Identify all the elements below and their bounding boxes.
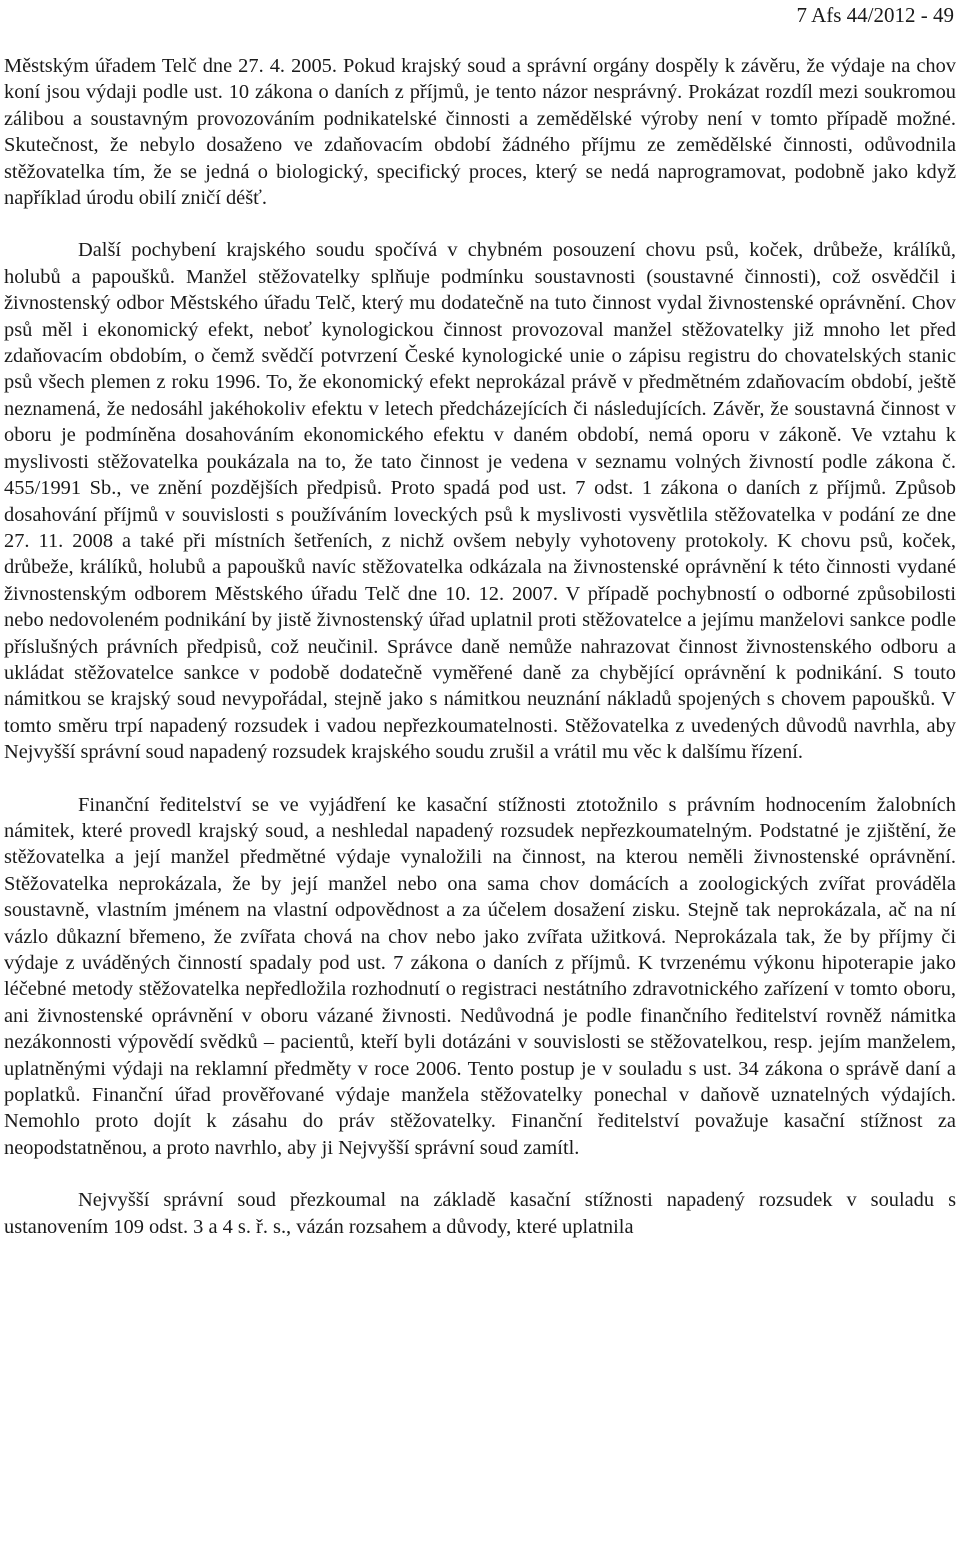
paragraph-gap: [4, 211, 956, 237]
paragraph-2: Další pochybení krajského soudu spočívá v chybném posouzení chovu psů, koček, drůbeže, králíků, holubů a papoušků. Manžel stěžovatelky splňuje podmínku soustavnosti (soustavné činnosti), což osvědčil i živnostenský odbor Městského úřadu Telč, který mu dodatečně na tuto činnost vydal živnostenské oprávnění. Chov psů měl i ekonomický efekt, neboť kynologickou činnost provozoval manžel stěžovatelky již mnoho let před zdaňovacím obdobím, o čemž svědčí potvrzení České kynologické unie o zápisu registru do chovatelských stanic psů všech plemen z roku 1996. To, že ekonomický efekt neprokázal právě v předmětném zdaňovacím období, ještě neznamená, že nedosáhl jakéhokoliv efektu v letech předcházejících či následujících. Závěr, že soustavná činnost v oboru je podmíněna dosahováním ekonomického efektu v daném období, nemá oporu v zákoně. Ve vztahu k myslivosti stěžovatelka poukázala na to, že tato činnost je vedena v seznamu volných živností podle zákona č. 455/1991 Sb., ve znění pozdějších předpisů. Proto spadá pod ust. 7 odst. 1 zákona o daních z příjmů. Způsob dosahování příjmů v souvislosti s používáním loveckých psů k myslivosti vysvětlila stěžovatelka v podání ze dne 27. 11. 2008 a také při místních šetřeních, z nichž ovšem nebyly vyhotoveny protokoly. K chovu psů, koček, drůbeže, králíků, holubů a papoušků navíc stěžovatelka odkázala na živnostenské oprávnění k této činnosti vydané živnostenským odborem Městského úřadu Telč dne 10. 12. 2007. V případě pochybností o odborné způsobilosti nebo nedovoleném podnikání by jistě živnostenský úřad uplatnil proti stěžovatelce a jejímu manželovi sankce podle příslušných právních předpisů, což neučinil. Správce daně nemůže nahrazovat činnost živnostenského odboru a ukládat stěžovatelce sankce v podobě dodatečně vyměřené daně za chybějící oprávnění k podnikání. S touto námitkou se krajský soud nevypořádal, stejně jako s námitkou neuznání nákladů spojených s chovem papoušků. V tomto směru trpí napadený rozsudek i vadou nepřezkoumatelnosti. Stěžovatelka z uvedených důvodů navrhla, aby Nejvyšší správní soud napadený rozsudek krajského soudu zrušil a vrátil mu věc k dalšímu řízení.: [4, 239, 956, 764]
case-number-header: 7 Afs 44/2012 - 49: [796, 3, 954, 27]
paragraph-gap: [4, 766, 956, 792]
paragraph-gap: [4, 1161, 956, 1187]
paragraph-1: Městským úřadem Telč dne 27. 4. 2005. Pokud krajský soud a správní orgány dospěly k závěru, že výdaje na chov koní jsou výdaji podle ust. 10 zákona o daních z příjmů, je tento názor nesprávný. Prokázat rozdíl mezi soukromou zálibou a soustavným provozováním podnikatelské činnosti a zemědělské výroby není v tomto případě možné. Skutečnost, že nebylo dosaženo ve zdaňovacím období žádného příjmu ze zemědělské činnosti, odůvodnila stěžovatelka tím, že se jedná o biologický, specifický proces, který se nedá naprogramovat, podobně jako když například úrodu obilí zničí déšť.: [4, 55, 956, 210]
paragraph-3: Finanční ředitelství se ve vyjádření ke kasační stížnosti ztotožnilo s právním hodnocením žalobních námitek, které provedl krajský soud, a neshledal napadený rozsudek nepřezkoumatelným. Podstatné je zjištění, že stěžovatelka a její manžel předmětné výdaje vynaložili na činnost, na kterou neměli živnostenské oprávnění. Stěžovatelka neprokázala, že by její manžel nebo ona sama chov domácích a zoologických zvířat prováděla soustavně, vlastním jménem na vlastní odpovědnost a za účelem dosažení zisku. Stejně tak neprokázala, ač na ní vázlo důkazní břemeno, že zvířata chová na chov nebo jako zvířata užitková. Neprokázala tak, že by příjmy či výdaje z uváděných činností spadaly pod ust. 7 zákona o daních z příjmů. K tvrzenému výkonu hipoterapie jako léčebné metody stěžovatelka nepředložila rozhodnutí o registraci nestátního zdravotnického zařízení v tomto oboru, ani živnostenské oprávnění v oboru vázané živnosti. Nedůvodná je podle finančního ředitelství rovněž námitka nezákonnosti výpovědí svědků – pacientů, kteří byli dotázáni v souvislosti se stěžovatelkou, resp. jejím manželem, uplatněnými výdaji na reklamní předměty v roce 2006. Tento postup je v souladu s ust. 34 zákona o správě daní a poplatků. Finanční úřad prověřované výdaje manžela stěžovatelky ponechal v daňově uznatelných výdajích. Nemohlo proto dojít k zásahu do práv stěžovatelky. Finanční ředitelství považuje kasační stížnost za neopodstatněnou, a proto navrhlo, aby ji Nejvyšší správní soud zamítl.: [4, 793, 956, 1159]
paragraph-4: Nejvyšší správní soud přezkoumal na základě kasační stížnosti napadený rozsudek v souladu s ustanovením 109 odst. 3 a 4 s. ř. s., vázán rozsahem a důvody, které uplatnila: [4, 1189, 956, 1238]
